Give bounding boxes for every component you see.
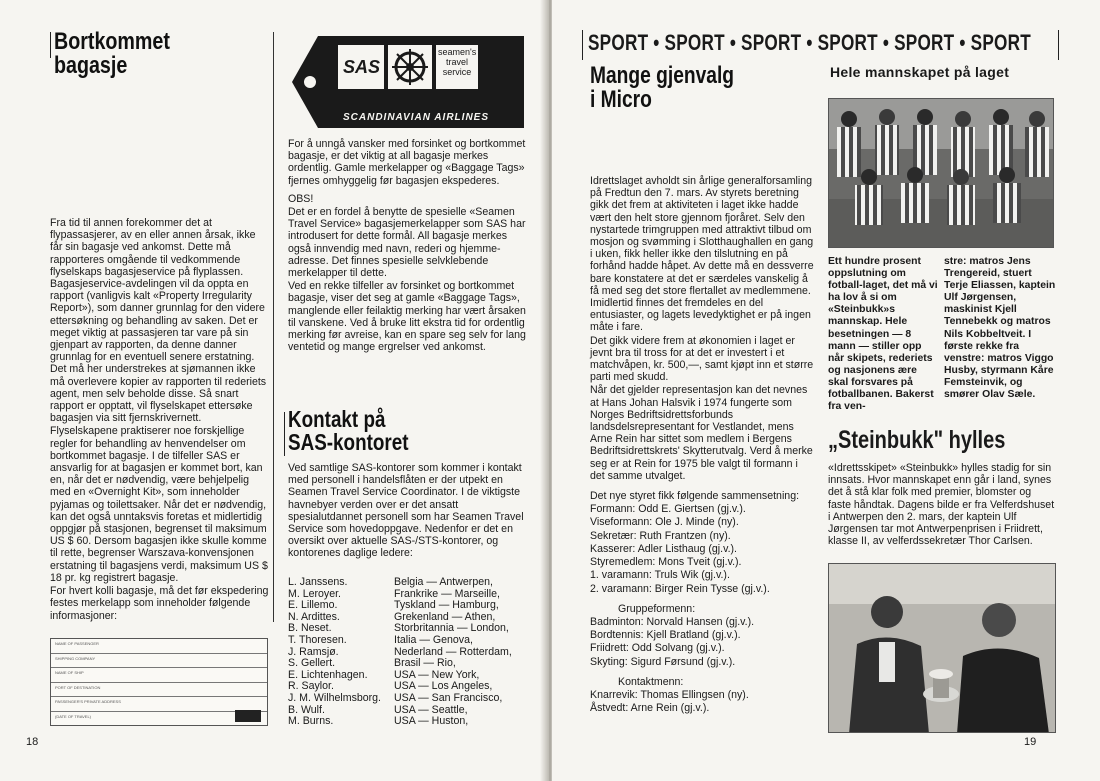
contact-name: B. Wulf.: [288, 703, 325, 716]
group-leader: Badminton: Norvald Hansen (gj.v.).: [590, 615, 755, 628]
obs-label: OBS!: [288, 192, 314, 205]
paragraph: For å unngå vansker med forsinket og bortkommet bagasje, er det viktig at all bagasje merkes ordentlig. Gamle merkelapper og «Baggage Tags» fjernes omhyggelig før bagasjen ekspederes.: [288, 138, 526, 187]
contact-place: USA — Los Angeles,: [394, 680, 493, 693]
contact-place: Tyskland — Hamburg,: [394, 599, 499, 612]
team-photo-image: [829, 99, 1054, 248]
team-photo: [828, 98, 1054, 248]
group-leader: Friidrett: Odd Solvang (gj.v.).: [590, 642, 725, 655]
contact-place: USA — San Francisco,: [394, 691, 503, 704]
contact-place: USA — New York,: [394, 668, 480, 681]
headline-kontakt: Kontakt på SAS-kontoret: [288, 406, 409, 455]
contact-name: E. Lillemo.: [288, 599, 338, 612]
sas-logo: SAS: [343, 57, 381, 77]
contact-name: S. Gellert.: [288, 657, 336, 670]
column-divider: [273, 32, 274, 622]
headline-rule: [50, 32, 51, 58]
board-member: Formann: Odd E. Giertsen (gj.v.).: [590, 503, 746, 516]
banner-rule-left: [582, 30, 583, 60]
headline-bortkommet: Bortkommet bagasje: [54, 28, 170, 79]
form-line: NAME OF PASSENGER: [51, 639, 267, 654]
board-member: Styremedlem: Mons Tveit (gj.v.).: [590, 556, 742, 569]
board-intro: Det nye styret fikk følgende sammensetning:: [590, 490, 800, 503]
contact-place: Grekenland — Athen,: [394, 610, 496, 623]
tag-logo-mini: [235, 710, 261, 722]
banner-rule-right: [1058, 30, 1059, 60]
contact-name: M. Leroyer.: [288, 587, 341, 600]
award-photo-image: [829, 564, 1056, 733]
headline-rule: [284, 412, 285, 456]
group-leader: Skyting: Sigurd Førsund (gj.v.).: [590, 655, 736, 668]
paragraph: Idrettslaget avholdt sin årlige generalforsamling på Fredtun den 7. mars. Av styrets beretning gikk det frem at aktiviteten i laget ikke hadde vært den helt store gjennom fjoråret. Selv den nystartede trimgruppen med attraktivt tilbud om mosjon og svømming i Slotthaughallen en gang i uken, fikk heller ikke den tilslutning en på forhånd hadde håpet. Av dette må en dessverre bare konstatere at det er særdeles vanskelig å få med seg det store flertallet av medlemmene. Imidlertid finnes det fremdeles en del entusiaster, og lagets levedyktighet er på ingen måte i fare.: [590, 175, 814, 334]
paragraph: Ved samtlige SAS-kontorer som kommer i kontakt med personell i handelsflåten er der utpekt en Seamen Travel Service Coordinator. I de viktigste havnebyer verden over er det ansatt spesialutdannet personell som har Seamen Travel Service som hovedoppgave. Nedenfor er det en oversikt over aktuelle SAS-/STS-kontorer, og kontorenes daglige ledere:: [288, 462, 524, 560]
left-page: [0, 0, 548, 781]
contact-place: Brasil — Rio,: [394, 657, 456, 670]
form-line: NAME OF SHIP: [51, 668, 267, 683]
contact-person: Knarrevik: Thomas Ellingsen (ny).: [590, 688, 749, 701]
seamens-travel-service-logo: seamen's travel service: [438, 47, 477, 77]
steinbukk-headline: „Steinbukk" hylles: [828, 426, 1006, 454]
paragraph: Flyselskapene praktiserer noe forskjellige regler for behandling av henvendelser om bortkommet bagasje. I de tilfeller SAS er ansvarlig for at bagasjen er kommet bort, kan en, når det er nødvendig, være behjelpelig med en «Overnight Kit», som inneholder pyjamas og toilettsaker. Når det er nødvendig, kan det også unntaksvis foretas et midlertidig oppgjør på stasjonen, begrenset til maksimum US $ 60. Dersom bagasjen ikke skulle komme til rette, begrenser Warszava-konvensjonen erstatning til bagasjens verdi, maksimum US $ 18 pr. kg registrert bagasje.: [50, 425, 268, 584]
board-member: Sekretær: Ruth Frantzen (ny).: [590, 529, 731, 542]
form-line: SHIPPING COMPANY: [51, 654, 267, 669]
side-headline: Hele mannskapet på laget: [830, 64, 1010, 80]
paragraph: For hvert kolli bagasje, må det før ekspedering festes merkelapp som inneholder følgende informasjoner:: [50, 585, 269, 622]
headline-micro: Mange gjenvalg i Micro: [590, 62, 735, 113]
contact-name: J. M. Wilhelmsborg.: [288, 691, 382, 704]
group-leader: Bordtennis: Kjell Bratland (gj.v.).: [590, 629, 741, 642]
page-number: 18: [26, 736, 39, 748]
paragraph: Ved en rekke tilfeller av forsinket og bortkommet bagasje, viser det seg at gamle «Baggage Tags», manglende eller feilaktig merking har vært årsaken til vanskene. Ved å bruke litt ekstra tid for ordentlig merking før avreise, kan en spare seg selv for lang ventetid og mange ergrelser ved ankomst.: [288, 280, 526, 354]
steinbukk-text: «Idrettsskipet» «Steinbukk» hylles stadig for sin innsats. Hvor mannskapet enn går i land, synes det å stå klar folk med premier, blomster og faste håndtak. Dagens bilde er fra Velferdshuset i Antwerpen den 2. mars, der kaptein Ulf Jørgensen tar mot Antwerpenprisen i Friidrett, klasse II, av velferdssekretær Thor Carlsen.: [828, 462, 1055, 548]
bagasje-column-2: [288, 138, 528, 354]
sport-banner: SPORT • SPORT • SPORT • SPORT • SPORT • SPORT: [588, 30, 1031, 55]
sas-tag-banner: [288, 32, 533, 132]
form-line: PASSENGER'S PRIVATE ADDRESS: [51, 697, 267, 712]
board-member: Kasserer: Adler Listhaug (gj.v.).: [590, 542, 738, 555]
contact-name: B. Neset.: [288, 622, 332, 635]
board-member: Viseformann: Ole J. Minde (ny).: [590, 516, 739, 529]
contact-name: E. Lichtenhagen.: [288, 668, 368, 681]
page-number: 19: [1024, 736, 1037, 748]
contact-place: Nederland — Rotterdam,: [394, 645, 512, 658]
board-member: 2. varamann: Birger Rein Tysse (gj.v.).: [590, 582, 770, 595]
contact-name: T. Thoresen.: [288, 633, 347, 646]
photo-caption-left: Ett hundre prosent oppslutning om fotball-laget, det må vi ha lov å si om «Steinbukk»s mannskap. Hele besetningen — 8 mann — stiller opp når skipets, rederiets og nasjonens ære skal forsvares på fotballbanen. Bakerst fra ven-: [828, 256, 938, 413]
award-photo: [828, 563, 1056, 733]
contact-name: L. Janssens.: [288, 576, 348, 588]
micro-article: [590, 175, 815, 715]
group-title: Gruppeformenn:: [618, 602, 696, 615]
right-page: [552, 0, 1100, 781]
paragraph: Det er en fordel å benytte de spesielle «Seamen Travel Service» bagasjemerkelapper som SAS har introdusert for dette formål. All bagasje merkes også innvendig med navn, rederi og hjemme-adresse. Det finnes spesielle selvklebende merkelapper til dette.: [288, 206, 526, 280]
paragraph: Fra tid til annen forekommer det at flypassasjerer, av en eller annen årsak, ikke får sin bagasje ved ankomst. Dette må rapporteres omgående til vedkommende flyselskaps bagasjeservice på flyplassen. Bagasjeservice-avdelingen vil da oppta en rapport (vanligvis kalt «Property Irregularity Report»), som danner grunnlag for den videre ettersøkning og behandling av saken. Det er meget viktig at passasjeren tar vare på sin gjenpart av rapporten, da denne danner grunnlag for en eventuell senere erstatning. Det må her understrekes at sjømannen ikke må overlevere kopier av rapporten til rederiets agent, men selv beholde disse. Så snart rapport er opptatt, vil flyselskapet ettersøke bagasjen via sitt fjernskrivernett.: [50, 217, 267, 425]
contact-place: Frankrike — Marseille,: [394, 587, 500, 600]
contact-name: R. Saylor.: [288, 680, 334, 693]
board-member: 1. varamann: Truls Wik (gj.v.).: [590, 569, 730, 582]
contact-name: J. Ramsjø.: [288, 645, 339, 658]
contact-intro: [288, 462, 528, 561]
form-line: (DATE OF TRAVEL): [55, 713, 92, 719]
paragraph: Når det gjelder representasjon kan det nevnes at Hans Johan Halsvik i 1974 fungerte som Norges Bedriftsidrettsforbunds landsdelsrepresentant for Vestlandet, mens Arne Rein har sittet som medlem i Bergens Bedriftsidrettskrets' Skytterutvalg. Verd å merke seg er at Rein for 1975 ble valgt til formann i det samme utvalget.: [590, 384, 813, 482]
contact-list: [288, 577, 528, 728]
contact-place: Belgia — Antwerpen,: [394, 576, 493, 588]
contact-place: Italia — Genova,: [394, 633, 473, 646]
baggage-tag-form: [50, 638, 268, 726]
contact-place: USA — Seattle,: [394, 703, 468, 716]
contact-name: N. Ardittes.: [288, 610, 340, 623]
photo-caption-right: stre: matros Jens Trengereid, stuert Terje Eliassen, kaptein Ulf Jørgensen, maskinist Kjell Tennebekk og matros Nils Kobbeltveit. I første rekke fra venstre: matros Viggo Husby, styrmann Kåre Femsteinvik, og smører Olav Sæle.: [944, 256, 1056, 401]
paragraph: Det gikk videre frem at økonomien i laget er jevnt bra til tross for at det er investert i et matchvåpen, kr. 500,—, samt kjøpt inn et større parti med skudd.: [590, 334, 814, 384]
contact-place: USA — Huston,: [394, 715, 469, 728]
form-line: PORT OF DESTINATION: [51, 683, 267, 698]
bagasje-column-1: [50, 217, 270, 623]
contact-title: Kontaktmenn:: [618, 675, 684, 688]
airline-name: SCANDINAVIAN AIRLINES: [343, 112, 490, 123]
contact-name: M. Burns.: [288, 715, 334, 728]
contact-place: Storbritannia — London,: [394, 622, 509, 635]
contact-person: Åstvedt: Arne Rein (gj.v.).: [590, 702, 710, 715]
